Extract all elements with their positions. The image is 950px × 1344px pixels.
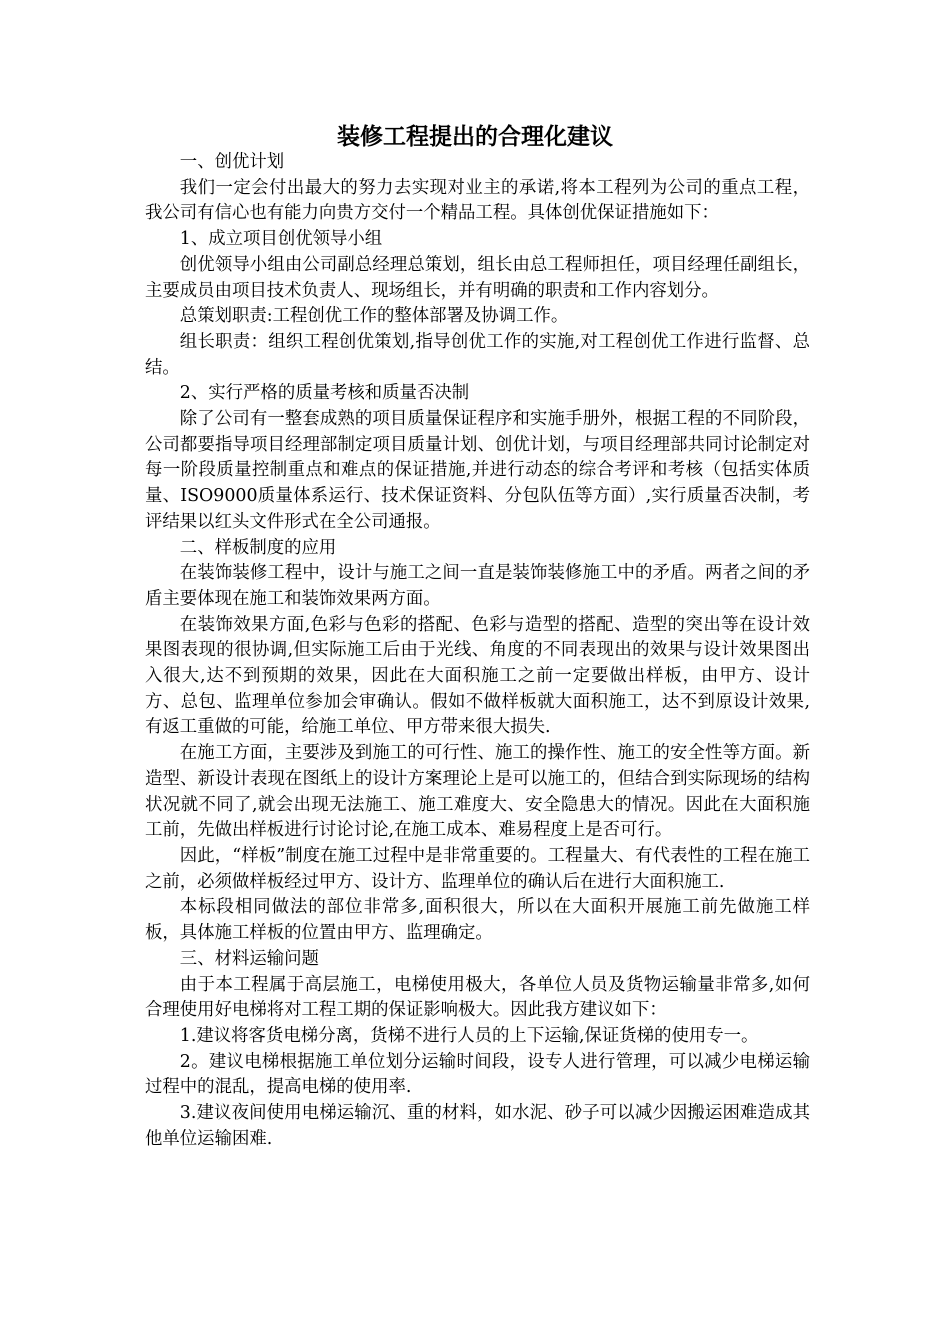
paragraph: 组长职责：组织工程创优策划,指导创优工作的实施,对工程创优工作进行监督、总结。 (145, 331, 810, 378)
section-heading: 二、样板制度的应用 (179, 537, 337, 558)
document-title: 装修工程提出的合理化建议 (337, 124, 613, 150)
paragraph: 在装饰效果方面,色彩与色彩的搭配、色彩与造型的搭配、造型的突出等在设计效果图表现的很协调,但实际施工后由于光线、角度的不同表现出的效果与设计效果图出入很大,达不到预期的效果，因此在大面积施工之前一定要做出样板，由甲方、设计方、总包、监理单位参加会审确认。假如不做样板就大面积施工，达不到原设计效果,有返工重做的可能，给施工单位、甲方带来很大损失. (145, 614, 810, 738)
subsection-heading: 1、成立项目创优领导小组 (179, 229, 383, 250)
section-heading: 一、创优计划 (179, 152, 285, 172)
list-item: 1.建议将客货电梯分离，货梯不进行人员的上下运输,保证货梯的使用专一。 (179, 1025, 759, 1046)
document-body (145, 150, 810, 1152)
paragraph: 由于本工程属于高层施工，电梯使用极大，各单位人员及货物运输量非常多,如何合理使用好电梯将对工程工期的保证影响极大。因此我方建议如下： (145, 974, 810, 1021)
paragraph: 我们一定会付出最大的努力去实现对业主的承诺,将本工程列为公司的重点工程，我公司有信心也有能力向贵方交付一个精品工程。具体创优保证措施如下： (145, 177, 810, 224)
paragraph: 在装饰装修工程中，设计与施工之间一直是装饰装修施工中的矛盾。两者之间的矛盾主要体现在施工和装饰效果两方面。 (145, 563, 810, 609)
subsection-heading: 2、实行严格的质量考核和质量否决制 (179, 383, 470, 404)
list-item: 3.建议夜间使用电梯运输沉、重的材料，如水泥、砂子可以减少因搬运困难造成其他单位运输困难. (145, 1103, 810, 1149)
paragraph: 在施工方面，主要涉及到施工的可行性、施工的操作性、施工的安全性等方面。新造型、新设计表现在图纸上的设计方案理论上是可以施工的，但结合到实际现场的结构状况就不同了,就会出现无法施工、施工难度大、安全隐患大的情况。因此在大面积施工前，先做出样板进行讨论讨论,在施工成本、难易程度上是否可行。 (145, 743, 810, 841)
paragraph: 除了公司有一整套成熟的项目质量保证程序和实施手册外，根据工程的不同阶段，公司都要指导项目经理部制定项目质量计划、创优计划，与项目经理部共同讨论制定对每一阶段质量控制重点和难点的保证措施,并进行动态的综合考评和考核（包括实体质量、ISO9000质量体系运行、技术保证资料、分包队伍等方面）,实行质量否决制，考评结果以红头文件形式在全公司通报。 (145, 409, 810, 532)
section-heading: 三、材料运输问题 (179, 948, 319, 969)
paragraph: 创优领导小组由公司副总经理总策划，组长由总工程师担任，项目经理任副组长，主要成员由项目技术负责人、现场组长，并有明确的职责和工作内容划分。 (145, 254, 810, 301)
paragraph: 因此，“样板”制度在施工过程中是非常重要的。工程量大、有代表性的工程在施工之前，必须做样板经过甲方、设计方、监理单位的确认后在进行大面积施工. (145, 845, 810, 892)
paragraph: 总策划职责:工程创优工作的整体部署及协调工作。 (179, 306, 569, 327)
paragraph: 本标段相同做法的部位非常多,面积很大，所以在大面积开展施工前先做施工样板，具体施工样板的位置由甲方、监理确定。 (145, 897, 810, 944)
list-item: 2。建议电梯根据施工单位划分运输时间段，设专人进行管理，可以减少电梯运输过程中的混乱，提高电梯的使用率. (145, 1051, 810, 1098)
